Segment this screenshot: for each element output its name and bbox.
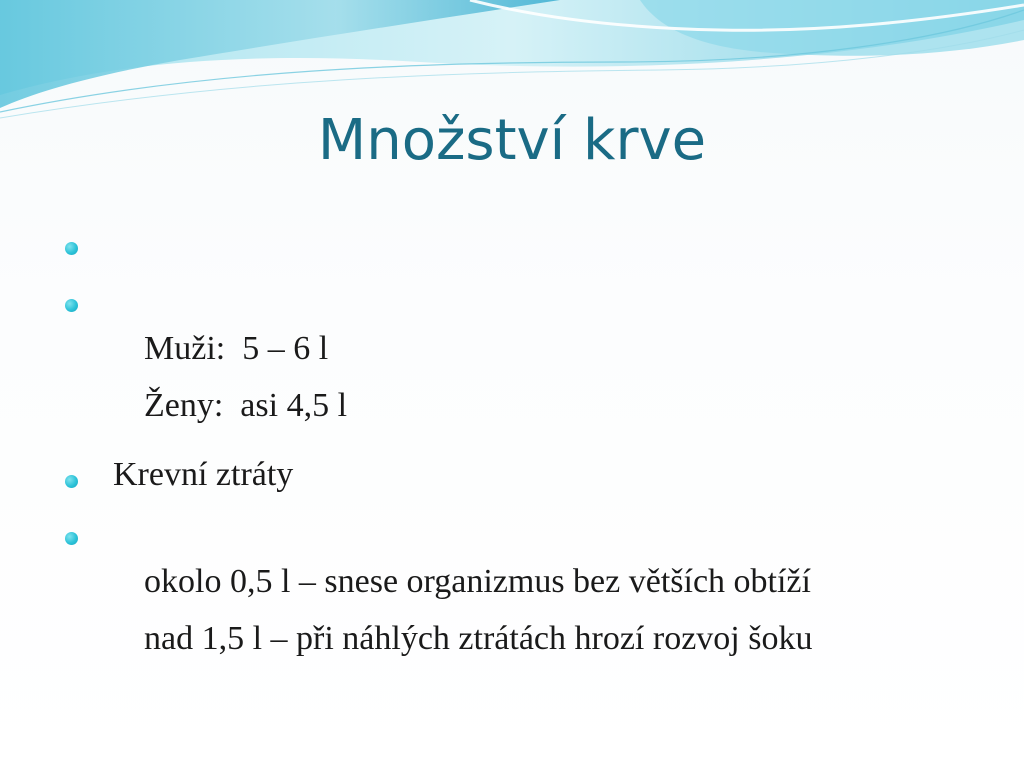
section-heading [62,400,982,493]
list-item-text: nad 1,5 l – při náhlých ztrátách hrozí rozvoj šoku [144,620,813,657]
slide-body [62,224,982,657]
bullet-icon [65,299,78,312]
section-heading-text: Krevní ztráty [113,456,294,493]
spacer [62,338,982,400]
list-item-text: Muži: 5 – 6 l [144,330,329,367]
list-item [62,457,982,600]
bullet-icon [65,475,78,488]
slide-title: Množství krve [317,108,707,173]
list-item-text: Ženy: asi 4,5 l [144,387,348,424]
bullet-icon [65,532,78,545]
list-item [62,224,982,367]
bullet-icon [65,242,78,255]
list-item-text: okolo 0,5 l – snese organizmus bez větších obtíží [144,563,811,600]
